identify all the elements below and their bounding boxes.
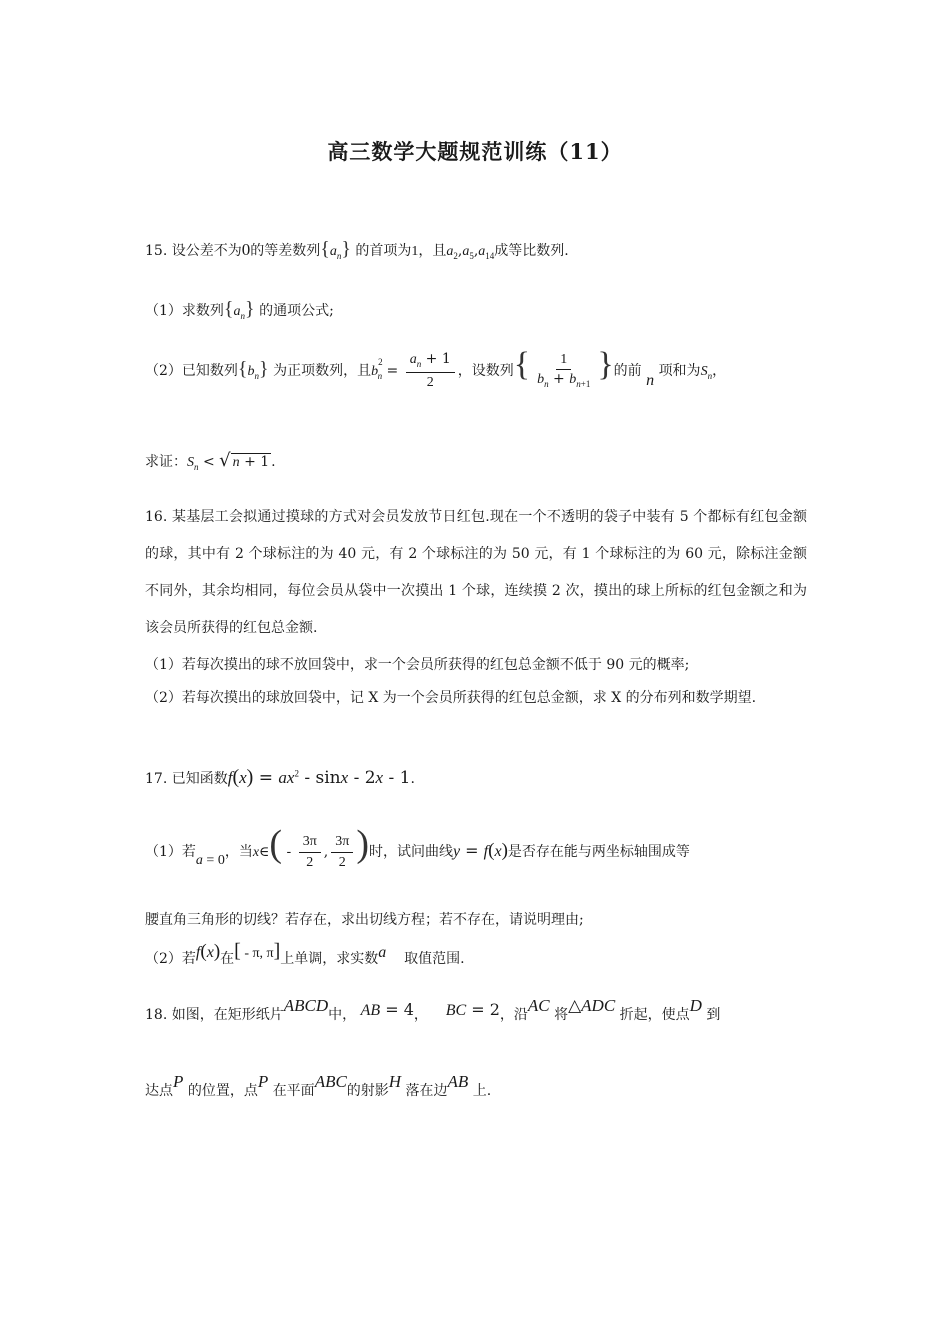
p15-seq-a2: $\{a_n\}$ — [223, 298, 255, 321]
problem-15-stem — [145, 238, 569, 261]
p17-a: a — [378, 944, 387, 961]
p15-sn: $S_n$ — [700, 364, 713, 381]
p18-j: 在平面 — [272, 1083, 315, 1099]
p15-text-b: 的等差数列 — [250, 243, 321, 259]
p17-fx: f(x) — [195, 941, 221, 962]
p18-c: ， — [413, 1007, 428, 1023]
p15-zero: 0 — [241, 240, 251, 259]
p15-proof-label: 求证： — [145, 454, 187, 470]
p17-q1-a: （1）若 — [145, 844, 196, 860]
p17-q1-c: 时，试问曲线 — [368, 844, 453, 860]
p15-q2-a: （2）已知数列 — [145, 363, 238, 379]
problem-18-line1: 18. 如图，在矩形纸片ABCD中， AB = 4， BC = 2，沿AC 将△ADC 折起，使点D 到 — [145, 996, 721, 1023]
problem-16-stem: 16. 某基层工会拟通过摸球的方式对会员发放节日红包.现在一个不透明的袋子中装有 5 个都标有红包金额的球，其中有 2 个球标注的为 40 元，有 2 个球标注的为 50 元，有 1 个球标注的为 60 元，除标注金额不同外，其余均相同，每位会员从袋中一次摸出 1 个球，连续摸 2 次，摸出的球上所标的红包金额之和为该会员所获得的红包总金额. — [145, 509, 807, 636]
p17-q2-c: 上单调，求实数 — [280, 951, 379, 967]
p15-bn-eq: $b^2_n$ = $\frac{a_n + 1}{2}$ — [371, 363, 458, 379]
p18-m: 上. — [472, 1083, 492, 1099]
p15-text-c: 的首项为 — [355, 243, 412, 259]
problem-16-q1: （1）若每次摸出的球不放回袋中，求一个会员所获得的红包总金额不低于 90 元的概率; — [145, 657, 690, 673]
p18-b: 中， — [328, 1007, 357, 1023]
p18-i: 的位置，点 — [187, 1083, 258, 1099]
p15-terms: $a_2,a_5,a_{14}$ — [446, 243, 495, 261]
p15-q2-c: ，设数列 — [457, 363, 514, 379]
p15-inequality: $S_n$ < √ n + 1 — [187, 450, 270, 472]
p15-seq-b: $\{b_n\}$ — [237, 358, 269, 381]
problem-17-stem — [145, 766, 415, 789]
p17-q2-b: 在 — [220, 951, 235, 967]
p18-d: ，沿 — [499, 1007, 528, 1023]
page-title: 高三数学大题规范训练（11） — [327, 139, 623, 164]
problem-15-q2 — [145, 346, 726, 390]
problem-17-q1 — [145, 822, 690, 870]
problem-16-q2: （2）若每次摸出的球放回袋中，记 X 为一个会员所获得的红包总金额，求 X 的分布列和数学期望. — [145, 690, 757, 706]
p17-q1-d: 是否存在能与两坐标轴围成等 — [507, 844, 690, 860]
p18-a: 18. 如图，在矩形纸片 — [145, 1007, 284, 1023]
p17-q2-a: （2）若 — [145, 951, 196, 967]
p17-a-eq-0: a = 0 — [195, 853, 225, 868]
problem-15-proof — [145, 450, 276, 472]
p18-k: 的射影 — [346, 1083, 389, 1099]
p17-stem: 17. 已知函数 — [145, 771, 228, 787]
p15-recip-seq: { $\frac{1}{b_n + b_{n+1}}$ } — [513, 346, 614, 390]
p15-text-d: ，且 — [418, 243, 447, 259]
p15-q2-e: 项和为 — [658, 363, 701, 379]
p15-one: 1 — [411, 244, 419, 259]
p17-range: [ - π, π] — [234, 940, 281, 962]
p15-seq-a: $\{a_n\}$ — [320, 238, 351, 261]
problem-15-q1 — [145, 298, 334, 321]
p15-text-e: 成等比数列. — [494, 243, 569, 259]
p15-proof-end: . — [271, 454, 276, 470]
p15-n: n — [646, 372, 655, 389]
problem-18-line2: 达点P 的位置，点P 在平面ABC的射影H 落在边AB 上. — [145, 1072, 492, 1099]
p17-q1-b: ，当 — [224, 844, 253, 860]
p15-q2-d: 的前 — [613, 363, 642, 379]
problem-17-q1-cont: 腰直角三角形的切线？若存在，求出切线方程；若不存在，请说明理由; — [145, 912, 584, 928]
p17-curve: y = f(x) — [452, 840, 508, 861]
p18-e: 将 — [554, 1007, 569, 1023]
p15-q2-b: 为正项数列，且 — [273, 363, 372, 379]
p17-interval: x∈( - $\frac{3\pi}{2}$ , $\frac{3\pi}{2}$ ) — [252, 823, 369, 870]
p18-l: 落在边 — [405, 1083, 448, 1099]
p17-function: $f(x) = ax^2 - \sin x - 2x - 1$ — [227, 766, 411, 788]
p15-q1-b: 的通项公式; — [259, 303, 334, 319]
p17-stem-end: . — [410, 771, 415, 787]
p15-q1-a: （1）求数列 — [145, 303, 224, 319]
problem-17-q2 — [145, 940, 465, 969]
p18-g: 到 — [706, 1007, 721, 1023]
p18-h: 达点 — [145, 1083, 173, 1099]
p17-q2-d: 取值范围. — [404, 951, 465, 967]
p18-f: 折起，使点 — [619, 1007, 690, 1023]
p15-q2-f: ， — [712, 363, 727, 379]
p15-text-a: 15. 设公差不为 — [145, 243, 242, 259]
